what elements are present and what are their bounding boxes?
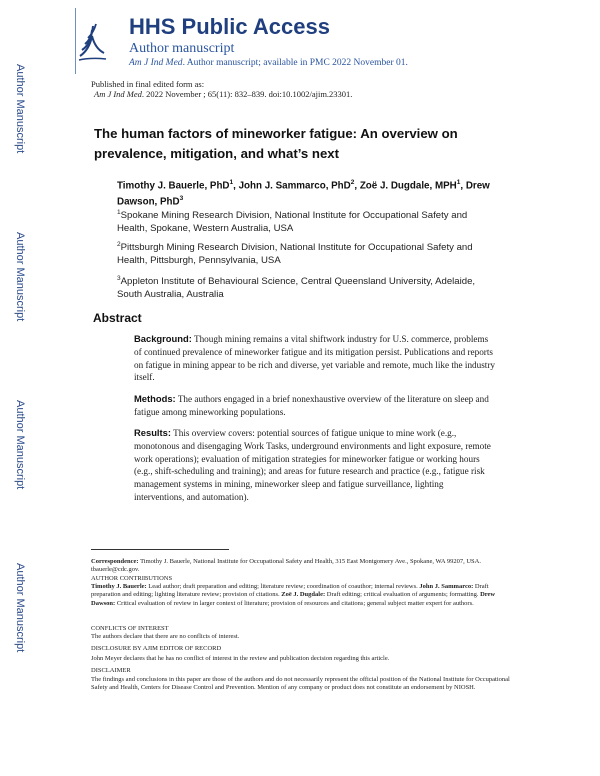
author-name: John J. Sammarco, PhD (238, 180, 351, 192)
affiliation-mark: 2 (117, 241, 121, 248)
journal-abbrev: Am J Ind Med (129, 58, 183, 68)
contrib-text: Critical evaluation of review in larger context of literature; provision of resources and citations; general subject matter expert for authors. (116, 599, 474, 607)
contrib-text: Lead author; draft preparation and editing; literature review; coordination of coauthor; internal reviews. (148, 583, 418, 590)
footnote-contributions (91, 583, 511, 608)
publication-citation (94, 89, 352, 99)
abstract-methods (134, 393, 496, 419)
side-label-4: Author Manuscript (14, 563, 26, 653)
footnote-contrib-heading: AUTHOR CONTRIBUTIONS (91, 575, 173, 582)
affiliation-text: Appleton Institute of Behavioural Science, Central Queensland University, Adelaide, South Australia, Australia (117, 276, 476, 301)
side-label-3: Author Manuscript (14, 400, 26, 490)
published-in-label: Published in final edited form as: (91, 79, 205, 89)
author-name: Drew Dawson, PhD (117, 180, 490, 208)
availability-line (129, 58, 408, 68)
author-affiliation-mark: 3 (179, 195, 184, 203)
author-affiliation-mark: 1 (229, 179, 234, 186)
affiliation-text: Spokane Mining Research Division, National Institute for Occupational Safety and Health, Spokane, Western Australia, USA (117, 210, 468, 235)
footnote-disclosure-text: John Meyer declares that he has no conflict of interest in the review and publication decision regarding this article. (91, 655, 390, 662)
side-label-2: Author Manuscript (14, 232, 26, 322)
abstract-background (134, 333, 496, 384)
methods-label: Methods: (134, 393, 176, 404)
author-name: Zoë J. Dugdale, MPH (359, 180, 457, 192)
side-label-1: Author Manuscript (14, 64, 26, 154)
abstract-heading: Abstract (93, 311, 142, 325)
manuscript-subtitle: Author manuscript (129, 41, 235, 56)
results-label: Results: (134, 427, 171, 438)
footnote-coi-heading: CONFLICTS OF INTEREST (91, 625, 169, 632)
contrib-text: Draft preparation and editing; lighting literature review; provision of citations. (91, 583, 489, 599)
footnote-coi-text: The authors declare that there are no conflicts of interest. (91, 633, 240, 640)
results-text: This overview covers: potential sources of fatigue unique to mine work (e.g., monotonous and disengaging Work Tasks, underground environments and light exposure, remote work operations); evaluation of mitigation strategies for mineworker fatigue or working hours (e.g., shift-scheduling and training); and areas for future research and practice (e.g., fatigue risk management systems in mining, mineworker sleep and fatigue surveillance, lighting interventions, and automation). (134, 428, 491, 502)
author-name: Timothy J. Bauerle, PhD (117, 180, 230, 192)
affiliation (117, 238, 497, 267)
contrib-text: Draft editing; critical evaluation of arguments; formatting. (326, 591, 479, 599)
footnote-disclaimer-heading: DISCLAIMER (91, 667, 131, 674)
correspondence-text: Timothy J. Bauerle, National Institute for Occupational Safety and Health, 315 East Montgomery Ave., Spokane, WA 99207, USA. tbauerle@cdc.gov. (91, 558, 481, 574)
author-affiliation-mark: 2 (350, 179, 355, 186)
hhs-eagle-logo-icon (76, 22, 108, 62)
contrib-author: John J. Sammarco: (419, 583, 474, 590)
publication-details: . 2022 November ; 65(11): 832–839. doi:10.1002/ajim.23301. (141, 89, 353, 99)
footnote-correspondence (91, 558, 511, 575)
background-label: Background: (134, 333, 192, 344)
contrib-author: Drew Dawson: (91, 591, 496, 607)
author-list: Timothy J. Bauerle, PhD$^1$, John J. Sammarco, PhD$^2$, Zoë J. Dugdale, MPH$^1$, Drew Dawson, PhD$^3$ (117, 179, 490, 208)
affiliation-text: Pittsburgh Mining Research Division, National Institute for Occupational Safety and Health, Pittsburgh, Pennsylvania, USA (117, 242, 473, 267)
affiliation (117, 272, 497, 301)
contrib-author: Zoë J. Dugdale: (281, 591, 326, 599)
author-affiliation-mark: 1 (456, 179, 461, 186)
footnote-disclaimer-text: The findings and conclusions in this paper are those of the authors and do not necessarily represent the official position of the National Institute for Occupational Safety and Health, Centers for Disease Control and Prevention. Mention of any company or product does not constitute an endorsement by NIOSH. (91, 676, 510, 692)
affiliation-mark: 1 (117, 209, 121, 216)
publication-journal: Am J Ind Med (94, 89, 142, 99)
affiliation-mark: 3 (117, 275, 121, 282)
availability-text: . Author manuscript; available in PMC 2022 November 01. (182, 58, 408, 68)
paper-title: The human factors of mineworker fatigue: An overview on prevalence, mitigation, and what’s next (94, 126, 458, 161)
affiliation (117, 206, 497, 235)
footnote-divider (91, 549, 229, 550)
background-text: Though mining remains a vital shiftwork industry for U.S. commerce, problems of continued prevalence of mineworker fatigue and its mitigation persist. Publications and reports on fatigue in mining appear to be rich and diverse, yet variable and remote, much like the industry itself. (134, 334, 496, 383)
brand-title: HHS Public Access (129, 14, 330, 39)
footnote-disclosure-heading: DISCLOSURE BY AJIM EDITOR OF RECORD (91, 645, 222, 652)
correspondence-label: Correspondence: (91, 558, 139, 565)
contrib-author: Timothy J. Bauerle: (91, 583, 147, 590)
abstract-results (134, 427, 496, 504)
methods-text: The authors engaged in a brief nonexhaustive overview of the literature on sleep and fatigue among mineworking populations. (134, 394, 489, 417)
